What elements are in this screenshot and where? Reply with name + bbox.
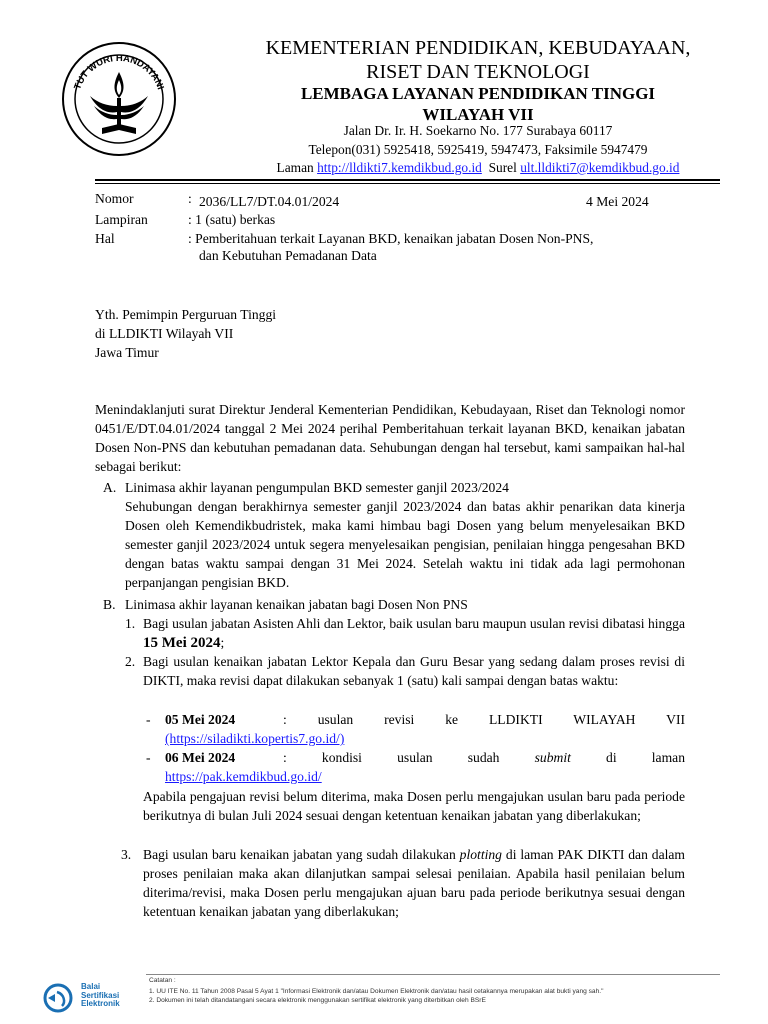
bsre-line1: Balai	[81, 982, 101, 991]
note-2: 2. Dokumen ini telah ditandatangani secara elektronik menggunakan sertifikat elektronik yang diterbitkan oleh BSrE	[149, 997, 486, 1004]
footer-divider	[146, 974, 720, 975]
bsre-wordmark	[81, 983, 120, 1009]
letterhead-address	[238, 122, 718, 178]
pak-link[interactable]: https://pak.kemdikbud.go.id/	[165, 769, 322, 784]
dash1-text: : usulan revisi ke LLDIKTI WILAYAH VII	[283, 712, 685, 727]
web-label: Laman	[276, 160, 314, 175]
address-line: Jalan Dr. Ir. H. Soekarno No. 177 Surabaya 60117	[343, 123, 613, 138]
dash1-date: 05 Mei 2024	[165, 712, 236, 727]
dash1-marker: -	[146, 712, 151, 727]
dash2-text-a: : kondisi usulan sudah	[283, 750, 500, 765]
letterhead-ministry	[238, 36, 718, 84]
nomor-value: 2036/LL7/DT.04.01/2024	[199, 194, 340, 209]
recipient-line3: Jawa Timur	[95, 345, 159, 360]
dash2-text-wrap	[283, 748, 685, 767]
bsre-line3: Elektronik	[81, 999, 120, 1008]
intro-paragraph: Menindaklanjuti surat Direktur Jenderal Kementerian Pendidikan, Kebudayaan, Riset dan Teknologi nomor 0451/E/DT.04.01/2024 tanggal 2 Mei 2024 perihal Pemberitahuan terkait layanan BKD, kenaikan jabatan Dosen Non-PNS dan kebutuhan pemadanan data. Sehubungan dengan hal tersebut, kami sampaikan hal-hal sebagai berikut:	[95, 402, 685, 474]
note-title: Catatan :	[149, 977, 176, 984]
hal-value-line1: : Pemberitahuan terkait Layanan BKD, kenaikan jabatan Dosen Non-PNS,	[188, 231, 594, 246]
item1-end: ;	[220, 635, 225, 650]
section-b-marker: B.	[103, 597, 116, 612]
section-a-marker: A.	[103, 480, 117, 495]
website-link[interactable]: http://lldikti7.kemdikbud.go.id	[317, 160, 482, 175]
letterhead-institution	[238, 83, 718, 125]
letter-date: 4 Mei 2024	[586, 194, 649, 209]
ministry-line1: KEMENTERIAN PENDIDIKAN, KEBUDAYAAN,	[265, 37, 691, 59]
dash2-date: 06 Mei 2024	[165, 750, 236, 765]
bsre-line2: Sertifikasi	[81, 990, 120, 1000]
dash1-row	[165, 710, 685, 729]
lampiran-label: Lampiran	[95, 212, 148, 227]
ministry-line2: RISET DAN TEKNOLOGI	[366, 61, 590, 83]
institution-line2: WILAYAH VII	[422, 105, 534, 124]
section-a-text: Sehubungan dengan berakhirnya semester ganjil 2023/2024 dan batas akhir penarikan data kinerja Dosen oleh Kemendikbudristek, maka kami himbau bagi Dosen yang belum menyelesaikan BKD semester ganjil 2023/2024 untuk segera menyelesaikan pengisian, penilaian hingga pengesahan BKD dengan batas waktu sampai dengan 31 Mei 2024. Setelah waktu ini tidak ada lagi permohonan perpanjangan pengisian BKD.	[125, 499, 685, 590]
email-label: Surel	[488, 160, 517, 175]
item1-body: Bagi usulan jabatan Asisten Ahli dan Lektor, baik usulan baru maupun usulan revisi dibatasi hingga	[143, 616, 685, 631]
header-rule-thick	[95, 179, 720, 181]
item2-marker: 2.	[125, 654, 136, 669]
footer-notes	[149, 976, 729, 1005]
item3-text	[143, 845, 685, 921]
recipient-line2: di LLDIKTI Wilayah VII	[95, 326, 234, 341]
institution-line1: LEMBAGA LAYANAN PENDIDIKAN TINGGI	[300, 84, 656, 103]
item2-after: Apabila pengajuan revisi belum diterima, maka Dosen perlu mengajukan usulan baru pada periode berikutnya di bulan Juli 2024 sesuai dengan ketentuan kenaikan jabatan yang diberlakukan;	[143, 789, 685, 823]
bsre-logo-icon	[40, 982, 78, 1014]
item3-text-b: di laman PAK DIKTI dan dalam proses penilaian maka akan dilanjutkan sampai selesai penilaian. Apabila hasil penilaian belum diterima/revisi, maka Dosen perlu mengajukan ajuan baru pada periode berikutnya sesuai dengan ketentuan kenaikan jabatan yang diberlakukan;	[143, 847, 686, 919]
note-1: 1. UU ITE No. 11 Tahun 2008 Pasal 5 Ayat 1 "Informasi Elektronik dan/atau Dokumen Elektronik dan/atau hasil cetakannya merupakan alat bukti yang sah."	[149, 988, 604, 995]
dash2-marker: -	[146, 750, 151, 765]
recipient-line1: Yth. Pemimpin Perguruan Tinggi	[95, 307, 277, 322]
dash2-row	[165, 748, 685, 767]
item3-text-a: Bagi usulan baru kenaikan jabatan yang sudah dilakukan	[143, 847, 456, 862]
logo-motto: TUT WURI HANDAYANI	[72, 52, 166, 92]
item2-text: Bagi usulan kenaikan jabatan Lektor Kepala dan Guru Besar yang sedang dalam proses revisi di DIKTI, maka revisi dapat dilakukan sebanyak 1 (satu) kali sampai dengan batas waktu:	[143, 654, 685, 688]
dash2-link-wrap	[165, 767, 322, 786]
dash2-italic: submit	[534, 750, 571, 765]
nomor-label: Nomor	[95, 191, 134, 206]
item1-text	[143, 614, 685, 653]
item1-marker: 1.	[125, 616, 136, 631]
item3-italic: plotting	[459, 847, 502, 862]
email-link[interactable]: ult.lldikti7@kemdikbud.go.id	[520, 160, 680, 175]
lampiran-value: : 1 (satu) berkas	[188, 212, 276, 227]
hal-value-line2: dan Kebutuhan Pemadanan Data	[199, 248, 377, 263]
section-b-title: Linimasa akhir layanan kenaikan jabatan bagi Dosen Non PNS	[125, 597, 468, 612]
tut-wuri-handayani-logo	[60, 40, 178, 158]
recipient-block	[95, 305, 276, 362]
item3-marker: 3.	[121, 847, 132, 862]
siladikti-link[interactable]: (https://siladikti.kopertis7.go.id/)	[165, 731, 345, 746]
hal-label: Hal	[95, 231, 115, 246]
phone-line: Telepon(031) 5925418, 5925419, 5947473, Faksimile 5947479	[308, 141, 648, 157]
header-rule-thin	[95, 183, 720, 184]
dash1-link-wrap	[165, 729, 344, 748]
dash2-text-b: di laman	[606, 750, 685, 765]
web-email-line	[238, 159, 718, 178]
section-a-title: Linimasa akhir layanan pengumpulan BKD semester ganjil 2023/2024	[125, 480, 509, 495]
nomor-colon: :	[188, 191, 192, 206]
item1-deadline: 15 Mei 2024	[143, 635, 221, 651]
